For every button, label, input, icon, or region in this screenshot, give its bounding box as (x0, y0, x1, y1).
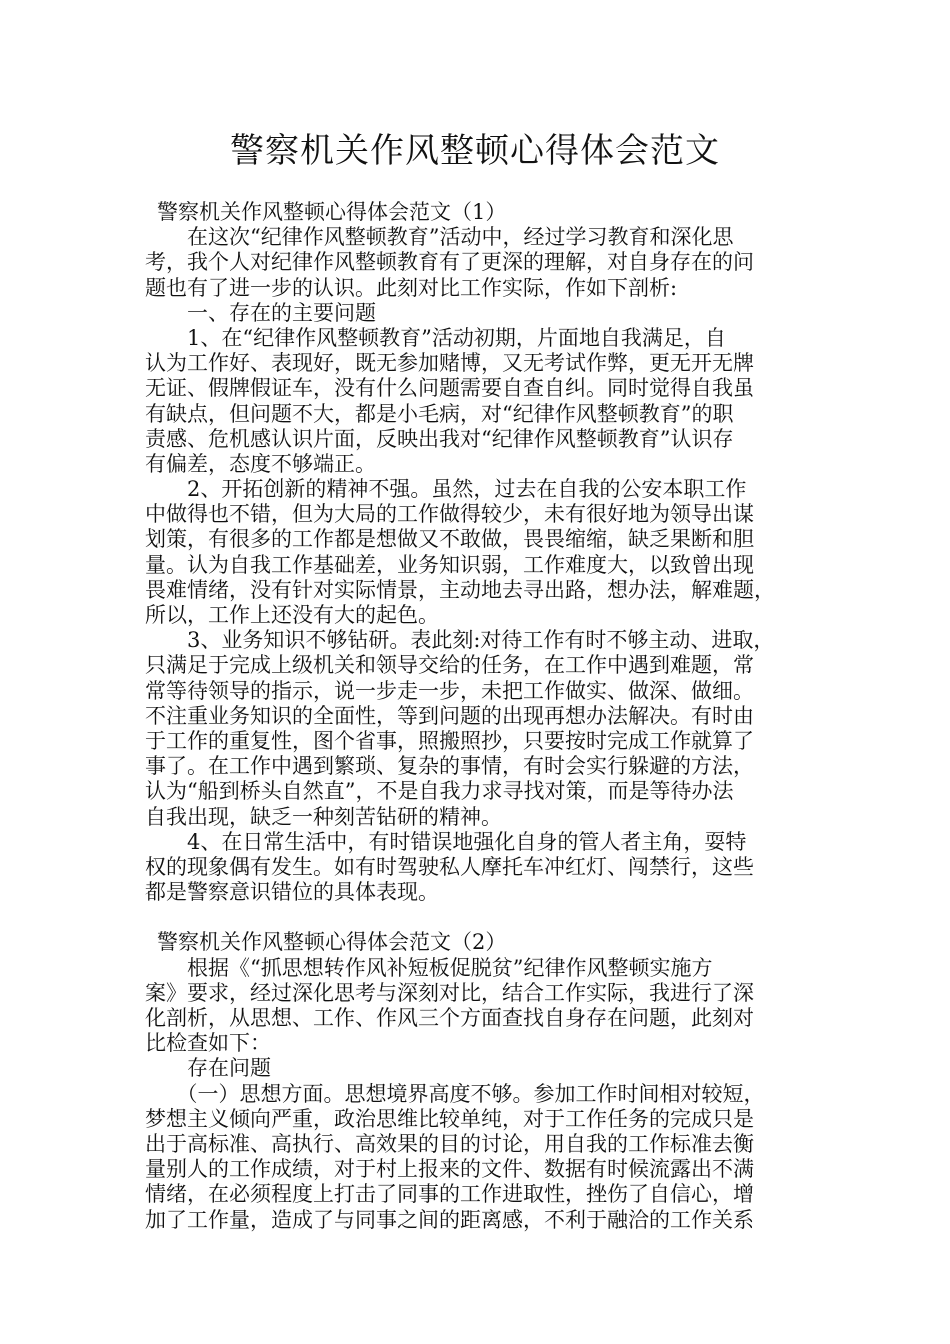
subheading-line: 存在问题 (145, 1056, 271, 1081)
paragraph-line: 量。认为自我工作基础差，业务知识弱，工作难度大，以致曾出现 (145, 552, 754, 577)
paragraph-line: 比检查如下： (145, 1031, 271, 1056)
paragraph-line: 情绪，在必须程度上打击了同事的工作进取性，挫伤了自信心，增 (145, 1182, 754, 1207)
paragraph-line: 4、在日常生活中，有时错误地强化自身的管人者主角，耍特 (145, 829, 747, 854)
paragraph-line: 案》要求，经过深化思考与深刻对比，结合工作实际，我进行了深 (145, 980, 754, 1005)
paragraph-line: 中做得也不错，但为大局的工作做得较少，未有很好地为领导出谋 (145, 502, 754, 527)
paragraph-line: 1、在“纪律作风整顿教育”活动初期，片面地自我满足，自 (145, 325, 726, 350)
subheading-line: 一、存在的主要问题 (145, 300, 376, 325)
paragraph-line: 不注重业务知识的全面性，等到问题的出现再想办法解决。有时由 (145, 703, 754, 728)
paragraph-line: 出于高标准、高执行、高效果的目的讨论，用自我的工作标准去衡 (145, 1131, 754, 1156)
document-body (145, 200, 825, 1233)
blank-line (145, 905, 825, 930)
paragraph-line: 在这次“纪律作风整顿教育”活动中，经过学习教育和深化思 (145, 225, 734, 250)
paragraph-line: 所以，工作上还没有大的起色。 (145, 603, 439, 627)
paragraph-line: 梦想主义倾向严重，政治思维比较单纯，对于工作任务的完成只是 (145, 1106, 754, 1131)
paragraph-line: 2、开拓创新的精神不强。虽然，过去在自我的公安本职工作 (145, 477, 747, 502)
paragraph-line: 3、业务知识不够钻研。表此刻:对待工作有时不够主动、进取， (145, 628, 775, 653)
paragraph-line: （一）思想方面。思想境界高度不够。参加工作时间相对较短， (145, 1081, 765, 1106)
paragraph-line: 权的现象偶有发生。如有时驾驶私人摩托车冲红灯、闯禁行，这些 (145, 854, 754, 879)
paragraph-line: 无证、假牌假证车，没有什么问题需要自查自纠。同时觉得自我虽 (145, 376, 754, 401)
paragraph-line: 事了。在工作中遇到繁琐、复杂的事情，有时会实行躲避的方法， (145, 754, 754, 779)
paragraph-line: 都是警察意识错位的具体表现。 (145, 880, 439, 905)
paragraph-line: 化剖析，从思想、工作、作风三个方面查找自身存在问题，此刻对 (145, 1006, 754, 1030)
paragraph-line: 题也有了进一步的认识。此刻对比工作实际，作如下剖析: (145, 275, 678, 300)
paragraph-line: 加了工作量，造成了与同事之间的距离感，不利于融洽的工作关系 (145, 1207, 754, 1232)
paragraph-line: 于工作的重复性，图个省事，照搬照抄，只要按时完成工作就算了 (145, 728, 754, 753)
paragraph-line: 认为工作好、表现好，既无参加赌博，又无考试作弊，更无开无牌 (145, 351, 754, 376)
paragraph-line: 考，我个人对纪律作风整顿教育有了更深的理解，对自身存在的问 (145, 250, 754, 275)
paragraph-line: 量别人的工作成绩，对于村上报来的文件、数据有时候流露出不满 (145, 1157, 754, 1182)
paragraph-line: 畏难情绪，没有针对实际情景，主动地去寻出路，想办法，解难题， (145, 577, 775, 602)
paragraph-line: 只满足于完成上级机关和领导交给的任务，在工作中遇到难题，常 (145, 653, 754, 678)
section-heading: 警察机关作风整顿心得体会范文（2） (157, 930, 507, 955)
paragraph-line: 自我出现，缺乏一种刻苦钻研的精神。 (145, 804, 502, 829)
paragraph-line: 责感、危机感认识片面，反映出我对“纪律作风整顿教育”认识存 (145, 426, 734, 451)
paragraph-line: 常等待领导的指示，说一步走一步，未把工作做实、做深、做细。 (145, 678, 754, 703)
paragraph-line: 划策，有很多的工作都是想做又不敢做，畏畏缩缩，缺乏果断和胆 (145, 527, 754, 552)
paragraph-line: 有偏差，态度不够端正。 (145, 451, 376, 476)
paragraph-line: 有缺点，但问题不大，都是小毛病，对“纪律作风整顿教育”的职 (145, 401, 734, 426)
section-heading: 警察机关作风整顿心得体会范文（1） (157, 200, 507, 224)
document-title: 警察机关作风整顿心得体会范文 (230, 131, 720, 171)
paragraph-line: 认为“船到桥头自然直”，不是自我力求寻找对策，而是等待办法 (145, 779, 734, 804)
paragraph-line: 根据《“抓思想转作风补短板促脱贫”纪律作风整顿实施方 (145, 955, 713, 980)
